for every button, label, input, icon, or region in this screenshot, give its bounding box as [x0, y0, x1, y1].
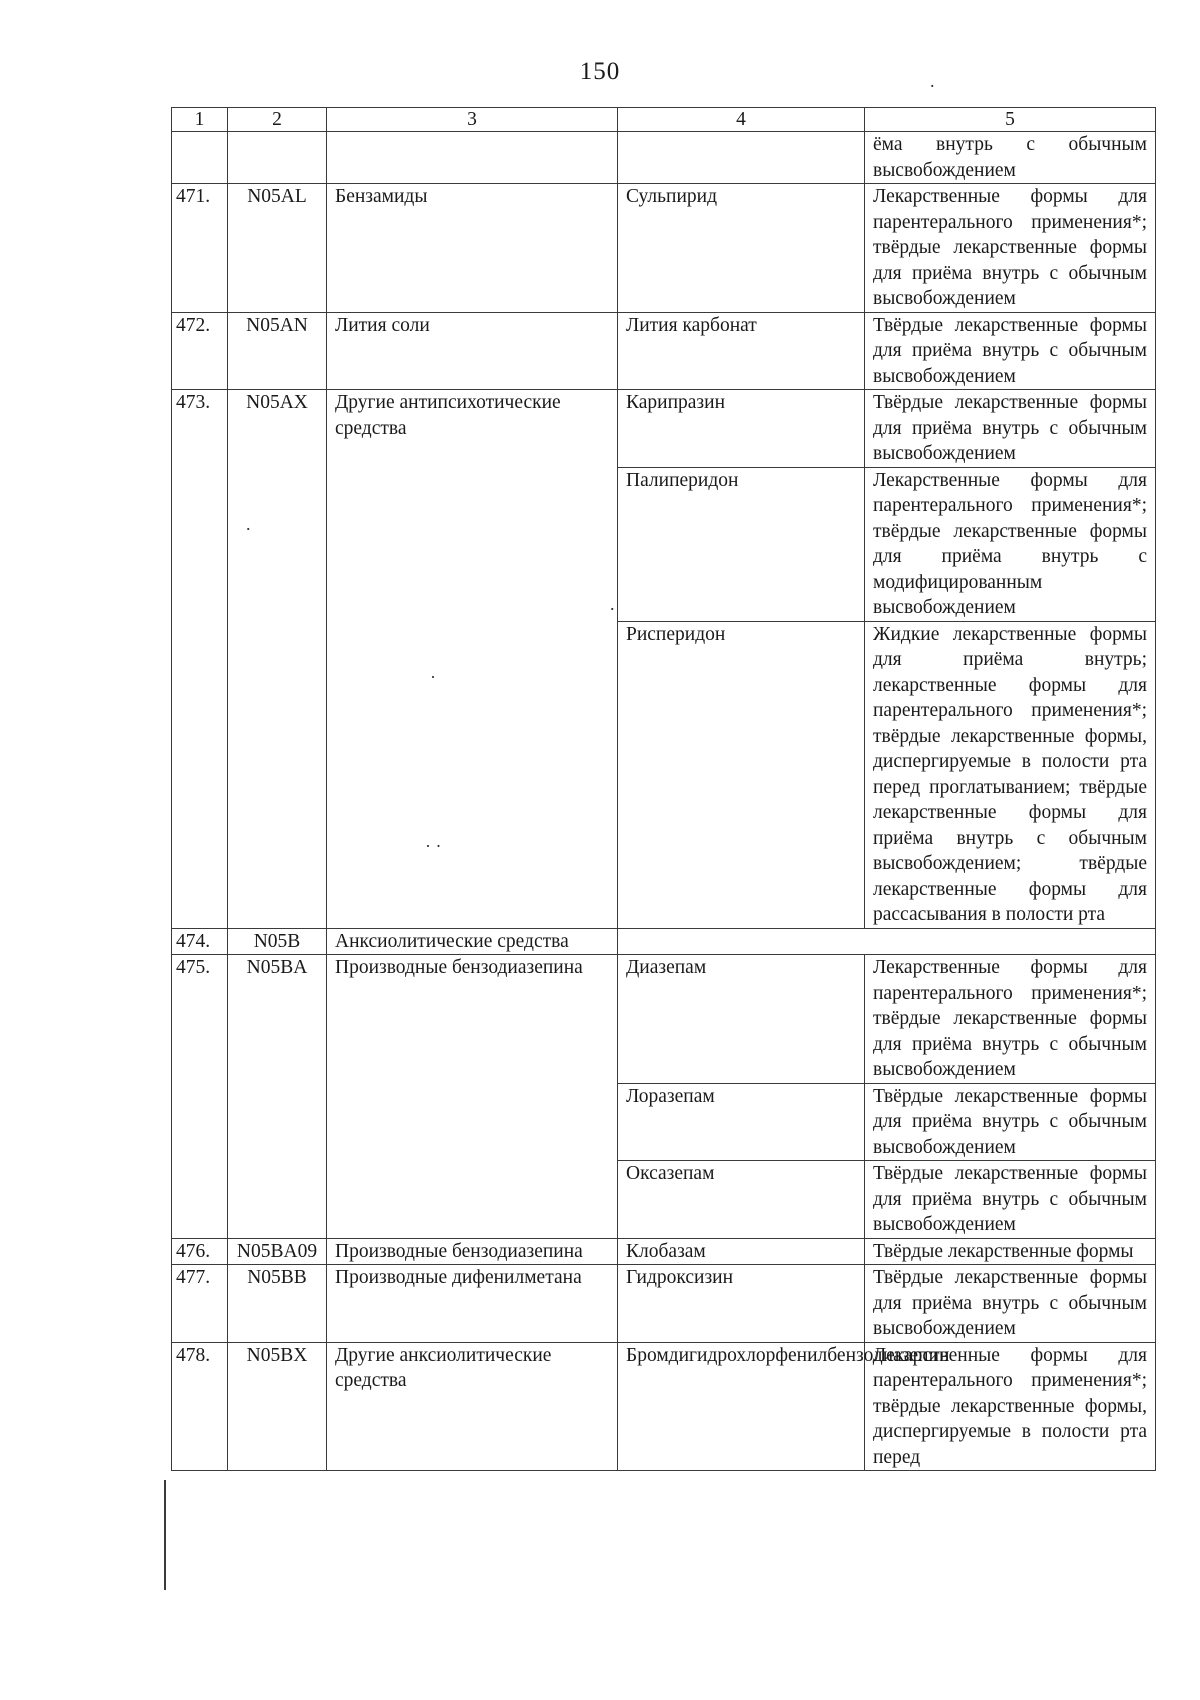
- medication-entry: [618, 313, 1155, 390]
- medication-name: Бромдигидрохлорфенилбензодиазепин: [618, 1343, 865, 1471]
- column-header: 3: [327, 108, 618, 132]
- dosage-forms: Твёрдые лекарственные формы для приёма внутрь с обычным высвобождением: [873, 1267, 1147, 1339]
- atc-code: N05BB: [228, 1265, 327, 1343]
- dosage-forms: Твёрдые лекарственные формы: [873, 1240, 1134, 1262]
- medication-name: Гидроксизин: [618, 1265, 865, 1342]
- dosage-forms: ёма внутрь с обычным высвобождением: [873, 134, 1147, 181]
- dosage-forms: Лекарственные формы для парентерального применения*; твёрдые лекарственные формы для приёма внутрь с обычным высвобождением: [873, 957, 1147, 1080]
- column-header: 2: [228, 108, 327, 132]
- stray-mark: · ·: [425, 836, 442, 856]
- table-row: [172, 1238, 1156, 1265]
- margin-rule: [164, 1480, 166, 1590]
- group-name: Производные бензодиазепина: [327, 1238, 618, 1265]
- medication-entry: [618, 184, 1155, 312]
- dosage-forms: Лекарственные формы для парентерального применения*; твёрдые лекарственные формы для приёма внутрь с модифицированным высвобождением: [873, 469, 1147, 618]
- medication-list: [618, 1342, 1156, 1471]
- medication-entry: [618, 132, 1155, 183]
- group-name: Лития соли: [327, 312, 618, 390]
- medication-name: Палиперидон: [618, 468, 865, 621]
- medication-entry: [618, 1343, 1155, 1471]
- page-number: 150: [579, 58, 621, 85]
- table-row: [172, 312, 1156, 390]
- medication-name: Карипразин: [618, 390, 865, 467]
- row-number: 473.: [172, 390, 228, 929]
- table-row: [172, 955, 1156, 1239]
- group-name: Производные дифенилметана: [327, 1265, 618, 1343]
- table-header-row: [172, 108, 1156, 132]
- group-name: Производные бензодиазепина: [327, 955, 618, 1239]
- row-number: 471.: [172, 184, 228, 313]
- medication-entry: [618, 390, 1155, 467]
- medication-list: [618, 955, 1156, 1239]
- dosage-forms: Твёрдые лекарственные формы для приёма внутрь с обычным высвобождением: [873, 392, 1147, 464]
- atc-code: N05BA09: [228, 1238, 327, 1265]
- medication-entry: [618, 467, 1155, 621]
- medication-entry: [618, 955, 1155, 1083]
- group-name: Бензамиды: [327, 184, 618, 313]
- dosage-forms: Жидкие лекарственные формы для приёма внутрь; лекарственные формы для парентерального применения*; твёрдые лекарственные формы, диспергируемые в полости рта перед проглатыванием; твёрдые лекарственные формы для приёма внутрь с обычным высвобождением; твёрдые лекарственные формы для рассасывания в полости рта: [873, 623, 1147, 925]
- atc-code: N05B: [228, 928, 327, 955]
- dosage-forms: Твёрдые лекарственные формы для приёма внутрь с обычным высвобождением: [873, 1163, 1147, 1235]
- row-number: [172, 132, 228, 184]
- atc-code: N05BX: [228, 1342, 327, 1471]
- group-name: Анксиолитические средства: [327, 928, 618, 955]
- medication-list: [618, 390, 1156, 929]
- medication-list: [618, 312, 1156, 390]
- medication-entry: [618, 1265, 1155, 1342]
- table-row: [172, 390, 1156, 929]
- medication-list: [618, 132, 1156, 184]
- table-row: [172, 132, 1156, 184]
- table-row: [172, 1265, 1156, 1343]
- row-number: 478.: [172, 1342, 228, 1471]
- group-name: Другие антипсихотические средства: [327, 390, 618, 929]
- column-header: 4: [618, 108, 865, 132]
- table-row: [172, 1342, 1156, 1471]
- medication-entry: [618, 1083, 1155, 1161]
- medication-name: Оксазепам: [618, 1161, 865, 1238]
- atc-code: N05AL: [228, 184, 327, 313]
- medication-list: [618, 1238, 1156, 1265]
- atc-code: [228, 132, 327, 184]
- table-row: [172, 184, 1156, 313]
- medication-name: Лоразепам: [618, 1084, 865, 1161]
- medication-name: Клобазам: [618, 1239, 865, 1265]
- atc-code: N05AX: [228, 390, 327, 929]
- atc-code: N05AN: [228, 312, 327, 390]
- dosage-forms: Твёрдые лекарственные формы для приёма внутрь с обычным высвобождением: [873, 314, 1147, 387]
- medication-name: Лития карбонат: [618, 313, 865, 390]
- dosage-forms: Лекарственные формы для парентерального применения*; твёрдые лекарственные формы, диспергируемые в полости рта перед: [873, 1344, 1147, 1468]
- table-row: [172, 928, 1156, 955]
- medication-name: Диазепам: [618, 955, 865, 1083]
- medication-list: [618, 928, 1156, 955]
- group-name: [327, 132, 618, 184]
- stray-mark: .: [246, 514, 251, 534]
- column-header: 1: [172, 108, 228, 132]
- medication-entry: [618, 1160, 1155, 1238]
- medication-name: [618, 132, 865, 183]
- drug-table: [171, 107, 1156, 1471]
- row-number: 474.: [172, 928, 228, 955]
- medication-name: Рисперидон: [618, 622, 865, 928]
- atc-code: N05BA: [228, 955, 327, 1239]
- dosage-forms: Лекарственные формы для парентерального применения*; твёрдые лекарственные формы для приёма внутрь с обычным высвобождением: [873, 186, 1147, 309]
- column-header: 5: [865, 108, 1156, 132]
- stray-mark: .: [610, 594, 615, 614]
- row-number: 477.: [172, 1265, 228, 1343]
- medication-entry: [618, 621, 1155, 928]
- medication-entry: [618, 1239, 1155, 1265]
- medication-list: [618, 184, 1156, 313]
- row-number: 476.: [172, 1238, 228, 1265]
- dosage-forms: Твёрдые лекарственные формы для приёма внутрь с обычным высвобождением: [873, 1085, 1147, 1158]
- row-number: 472.: [172, 312, 228, 390]
- medication-name: Сульпирид: [618, 184, 865, 312]
- medication-list: [618, 1265, 1156, 1343]
- stray-mark: .: [930, 71, 935, 91]
- group-name: Другие анксиолитические средства: [327, 1342, 618, 1471]
- stray-mark: ·: [430, 667, 436, 687]
- row-number: 475.: [172, 955, 228, 1239]
